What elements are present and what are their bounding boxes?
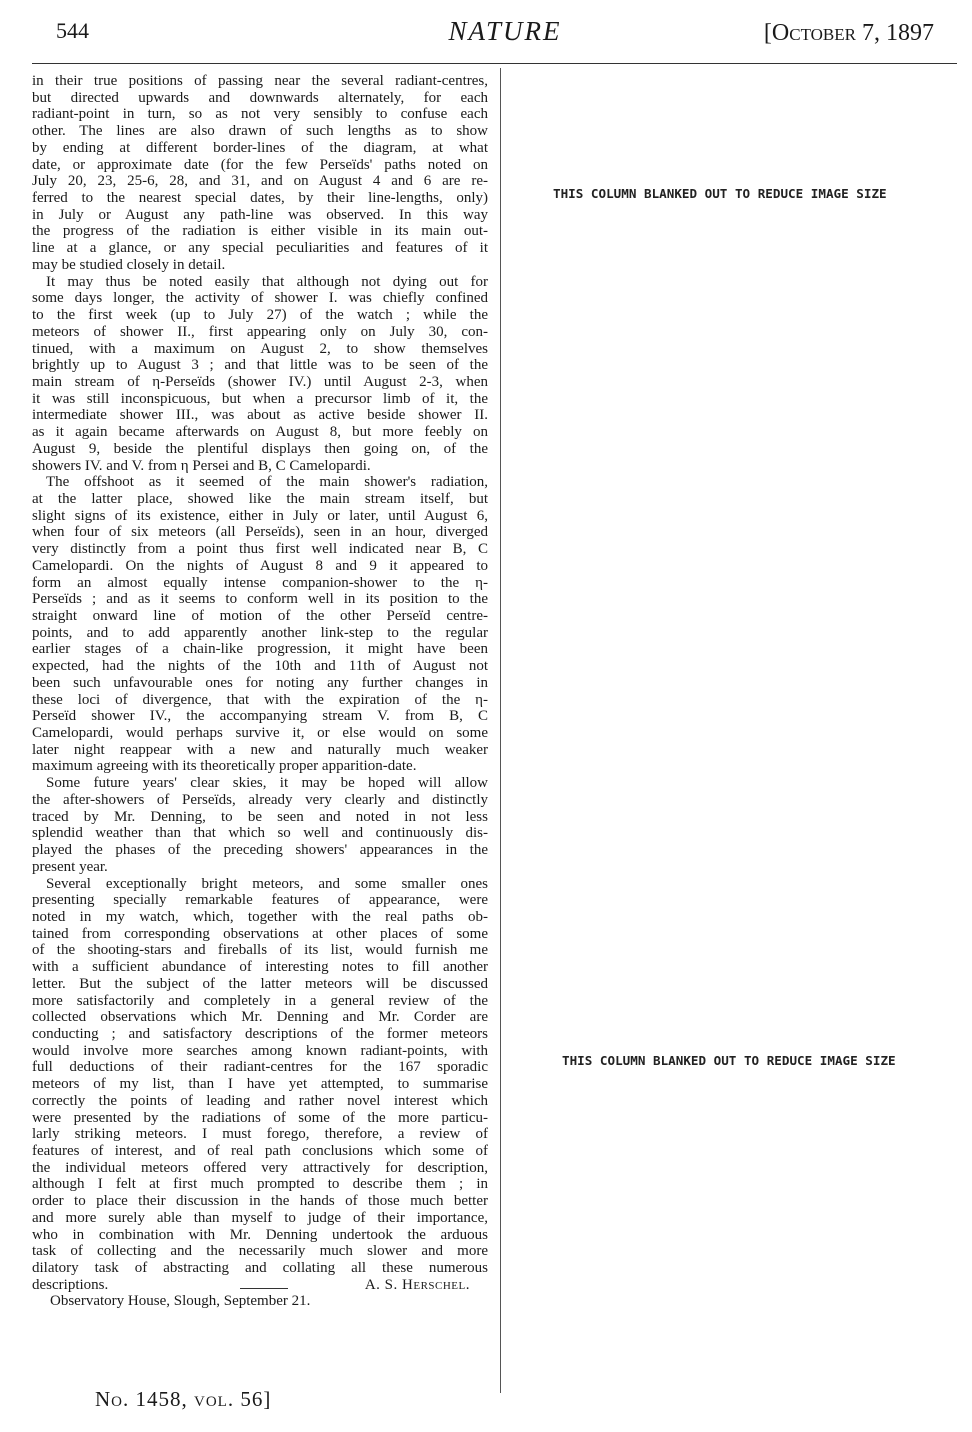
text-line: splendid weather than that which so well and continuously dis- [32, 825, 488, 842]
blanked-column-notice: THIS COLUMN BLANKED OUT TO REDUCE IMAGE SIZE [553, 186, 887, 201]
text-line: it was still inconspicuous, but when a precursor limb of it, the [32, 390, 488, 407]
text-line: August 9, beside the plentiful displays then going on, of the [32, 440, 488, 457]
text-line: the progress of the radiation is either visible in its main out- [32, 223, 488, 240]
text-line: and more surely able than myself to judge of their importance, [32, 1209, 488, 1226]
text-line: to the first week (up to July 27) of the watch ; while the [32, 307, 488, 324]
text-line: meteors of shower II., first appearing only on July 30, con- [32, 323, 488, 340]
text-line: other. The lines are also drawn of such lengths as to show [32, 123, 488, 140]
text-line [32, 1277, 488, 1294]
text-line: of the shooting-stars and fireballs of its list, would furnish me [32, 942, 488, 959]
text-line: although I felt at first much prompted to describe them ; in [32, 1176, 488, 1193]
text-line: with a sufficient abundance of interesting notes to fill another [32, 959, 488, 976]
text-line: intermediate shower III., was about as active beside shower II. [32, 407, 488, 424]
text-line: Several exceptionally bright meteors, and some smaller ones [46, 875, 488, 892]
text-line: as it again became afterwards on August 8, but more feebly on [32, 424, 488, 441]
text-line: form an almost equally intense companion-shower to the η- [32, 574, 488, 591]
text-line: letter. But the subject of the latter meteors will be discussed [32, 975, 488, 992]
text-line: earlier stages of a chain-like progression, it might have been [32, 641, 488, 658]
text-line: the individual meteors offered very attractively for description, [32, 1159, 488, 1176]
text-line: ferred to the nearest special dates, by their line-lengths, only) [32, 190, 488, 207]
text-line: in their true positions of passing near the several radiant-centres, [32, 73, 488, 89]
text-line: present year. [32, 858, 108, 875]
text-line: played the phases of the preceding showers' appearances in the [32, 842, 488, 859]
text-line-content: descriptions. [32, 1276, 109, 1293]
text-line: the after-showers of Perseïds, already very clearly and distinctly [32, 791, 488, 808]
text-line: Camelopardi. On the nights of August 8 and 9 it appeared to [32, 557, 488, 574]
text-line: collected observations which Mr. Denning and Mr. Corder are [32, 1009, 488, 1026]
text-line: some days longer, the activity of shower I. was chiefly confined [32, 290, 488, 307]
article-end-rule [240, 1288, 288, 1289]
text-line: would involve more searches among known radiant-points, with [32, 1042, 488, 1059]
text-line: in July or August any path-line was observed. In this way [32, 206, 488, 223]
text-line: The offshoot as it seemed of the main shower's radiation, [46, 474, 488, 491]
text-line: Perseïd shower IV., the accompanying stream V. from B, C [32, 708, 488, 725]
text-line: at the latter place, showed like the main stream itself, but [32, 490, 488, 507]
text-line: Camelopardi, would perhaps survive it, or else would on some [32, 725, 488, 742]
paragraph [32, 274, 488, 475]
text-line: July 20, 23, 25-6, 28, and 31, and on August 4 and 6 are re- [32, 173, 488, 190]
text-line: tinued, with a maximum on August 2, to show themselves [32, 340, 488, 357]
paragraph [32, 474, 488, 775]
author-address: Observatory House, Slough, September 21. [50, 1293, 311, 1310]
text-line: noted in my watch, which, together with the real paths ob- [32, 908, 488, 925]
text-line: main stream of η-Perseïds (shower IV.) until August 2-3, when [32, 373, 488, 390]
text-line: features of interest, and of real path conclusions which some of [32, 1143, 488, 1159]
text-line: maximum agreeing with its theoretically proper apparition-date. [32, 758, 417, 775]
text-line: line at a glance, or any special peculiarities and features of it [32, 240, 488, 257]
text-line: were presented by the radiations of some of the more particu- [32, 1109, 488, 1126]
text-line: showers IV. and V. from η Persei and B, C Camelopardi. [32, 457, 371, 474]
text-line: date, or approximate date (for the few Perseïds' paths noted on [32, 156, 488, 173]
text-line: traced by Mr. Denning, to be seen and noted in not less [32, 808, 488, 825]
text-line: brightly up to August 3 ; and that little was to be seen of the [32, 357, 488, 374]
issue-footer: No. 1458, vol. 56] [95, 1387, 272, 1411]
text-line: these loci of divergence, that with the expiration of the η- [32, 691, 488, 708]
text-line: straight onward line of motion of the other Perseïd centre- [32, 608, 488, 624]
text-line: larly striking meteors. I must forego, therefore, a review of [32, 1126, 488, 1143]
paragraph [32, 775, 488, 875]
blanked-column-notice: THIS COLUMN BLANKED OUT TO REDUCE IMAGE SIZE [562, 1053, 896, 1068]
text-line: later night reappear with a new and naturally much weaker [32, 741, 488, 758]
text-line: full deductions of their radiant-centres for the 167 sporadic [32, 1059, 488, 1076]
text-line: Some future years' clear skies, it may be hoped will allow [46, 775, 488, 792]
text-line: order to place their discussion in the hands of those much better [32, 1193, 488, 1210]
text-line: who in combination with Mr. Denning undertook the arduous [32, 1226, 488, 1243]
text-line: slight signs of its existence, either in July or later, until August 6, [32, 507, 488, 524]
text-line: tained from corresponding observations at other places of some [32, 925, 488, 942]
text-line: dilatory task of abstracting and collating all these numerous [32, 1260, 488, 1277]
journal-title: NATURE [448, 16, 562, 46]
text-line: task of collecting and the necessarily much slower and more [32, 1243, 488, 1260]
text-line: very distinctly from a point thus first well indicated near B, C [32, 541, 488, 558]
text-line: conducting ; and satisfactory descriptions of the former meteors [32, 1025, 488, 1042]
column-divider [500, 68, 501, 1393]
text-line: more satisfactorily and completely in a general review of the [32, 992, 488, 1009]
text-line: points, and to add apparently another link-step to the regular [32, 624, 488, 641]
header-rule [32, 63, 957, 64]
paragraph [32, 73, 488, 274]
text-line: presenting specially remarkable features of appearance, were [32, 892, 488, 909]
text-line: been such unfavourable ones for noting any further changes in [32, 674, 488, 691]
text-line: meteors of my list, than I have yet attempted, to summarise [32, 1076, 488, 1093]
paragraph [32, 876, 488, 1294]
text-line: correctly the points of leading and rather novel interest which [32, 1092, 488, 1109]
page-number: 544 [56, 18, 89, 43]
text-line: It may thus be noted easily that although not dying out for [46, 273, 488, 290]
text-line: when four of six meteors (all Perseïds), seen in an hour, diverged [32, 524, 488, 541]
text-line: may be studied closely in detail. [32, 256, 226, 273]
issue-date: [October 7, 1897 [763, 20, 934, 46]
left-column-text [32, 73, 488, 1310]
text-line: Perseïds ; and as it seems to conform well in its position to the [32, 591, 488, 608]
text-line: but directed upwards and downwards alternately, for each [32, 89, 488, 106]
author-signature: A. S. Herschel. [364, 1276, 470, 1293]
text-line: by ending at different border-lines of the diagram, at what [32, 139, 488, 156]
text-line: expected, had the nights of the 10th and 11th of August not [32, 658, 488, 675]
text-line: radiant-point in turn, so as not very sensibly to confuse each [32, 106, 488, 123]
